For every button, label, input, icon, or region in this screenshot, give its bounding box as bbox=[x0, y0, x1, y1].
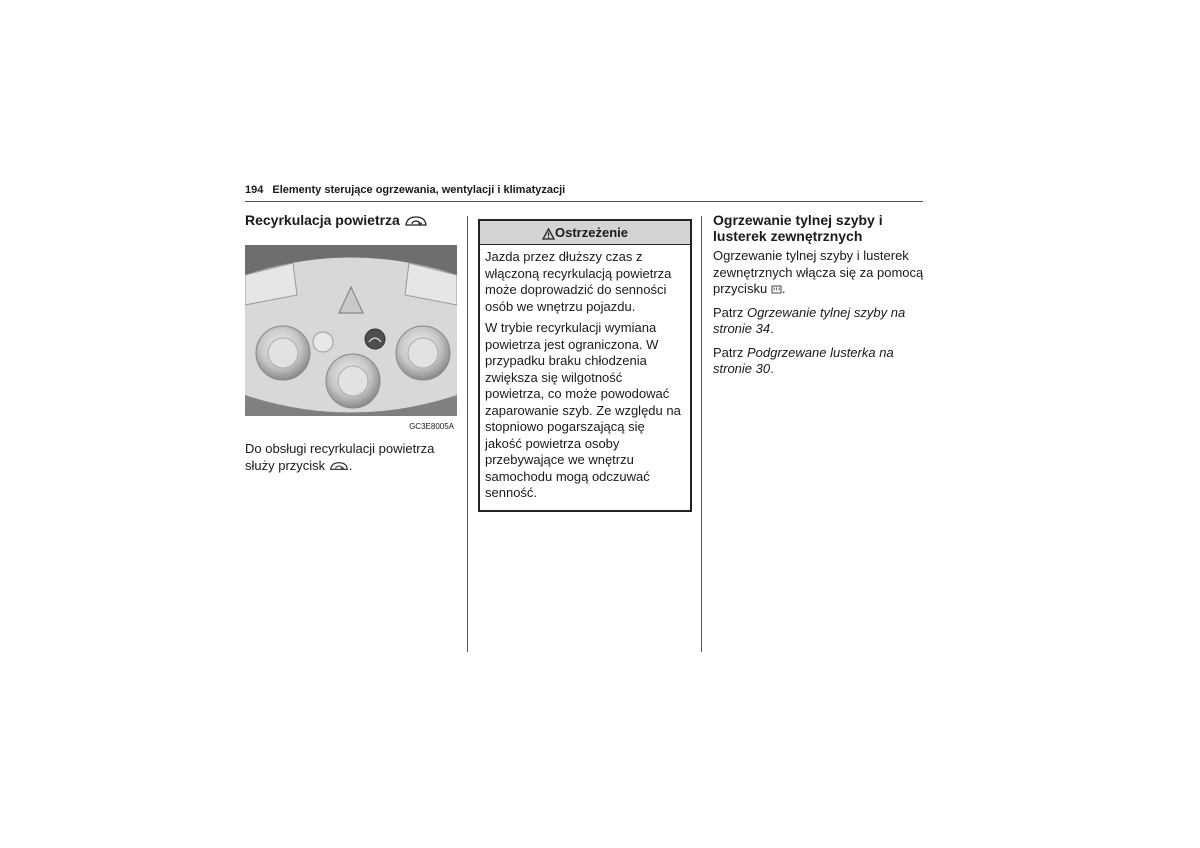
paragraph-text-end: . bbox=[781, 281, 786, 296]
warning-title: Ostrzeżenie bbox=[555, 225, 628, 240]
recirculation-icon bbox=[329, 460, 349, 472]
heating-paragraph bbox=[713, 248, 925, 298]
climate-control-panel-image bbox=[245, 245, 457, 416]
rear-window-heating-section bbox=[713, 212, 925, 385]
section-heading bbox=[245, 212, 457, 228]
paragraph-text-end: . bbox=[348, 457, 353, 473]
column-divider bbox=[467, 216, 468, 652]
recirculation-paragraph bbox=[245, 441, 457, 474]
reference-link-rear-window[interactable]: Ogrzewanie tylnej szyby na stronie 34 bbox=[713, 304, 906, 336]
header-divider bbox=[245, 201, 923, 202]
warning-paragraph: W trybie recyrkulacji wymiana powietrza jest ograniczona. W przypadku braku chłodzenia zwiększa się wilgotność powietrza, co może powodować zaparowanie szyb. Ze względu na stopniowo pogarszającą się jakość powietrza osoby przebywające we wnętrzu samochodu mogą odczuwać senność. bbox=[485, 320, 681, 500]
recirculation-icon bbox=[404, 214, 428, 228]
reference-mirrors bbox=[713, 345, 925, 378]
recirculation-text bbox=[245, 441, 457, 481]
recirculation-section bbox=[245, 212, 457, 228]
warning-body bbox=[480, 245, 690, 510]
chapter-title: Elementy sterujące ogrzewania, wentylacji i klimatyzacji bbox=[272, 184, 566, 196]
warning-paragraph: Jazda przez dłuższy czas z włączoną recyrkulacją powietrza może doprowadzić do senności osób we wnętrzu pojazdu. bbox=[485, 249, 672, 314]
section-heading: Ogrzewanie tylnej szyby i lusterek zewnętrznych bbox=[713, 212, 883, 244]
section-heading-text: Recyrkulacja powietrza bbox=[245, 212, 400, 228]
warning-box bbox=[478, 219, 692, 512]
warning-icon bbox=[542, 228, 555, 240]
page-number: 194 bbox=[245, 184, 264, 196]
warning-header bbox=[480, 221, 690, 245]
column-divider bbox=[701, 216, 702, 652]
reference-prefix: Patrz bbox=[713, 344, 744, 360]
reference-link-heated-mirrors[interactable]: Podgrzewane lusterka na stronie 30 bbox=[713, 344, 894, 376]
rear-defrost-icon bbox=[771, 284, 782, 295]
paragraph-text: Do obsługi recyrkulacji powietrza służy przycisk bbox=[245, 441, 435, 473]
reference-suffix: . bbox=[770, 361, 774, 376]
image-code: GC3E8005A bbox=[409, 422, 454, 431]
paragraph-text: Ogrzewanie tylnej szyby i lusterek zewnętrznych włącza się za pomocą przycisku bbox=[713, 248, 924, 296]
page-header bbox=[245, 184, 565, 196]
reference-rear-window bbox=[713, 305, 925, 338]
reference-prefix: Patrz bbox=[713, 304, 744, 320]
reference-suffix: . bbox=[770, 321, 774, 336]
